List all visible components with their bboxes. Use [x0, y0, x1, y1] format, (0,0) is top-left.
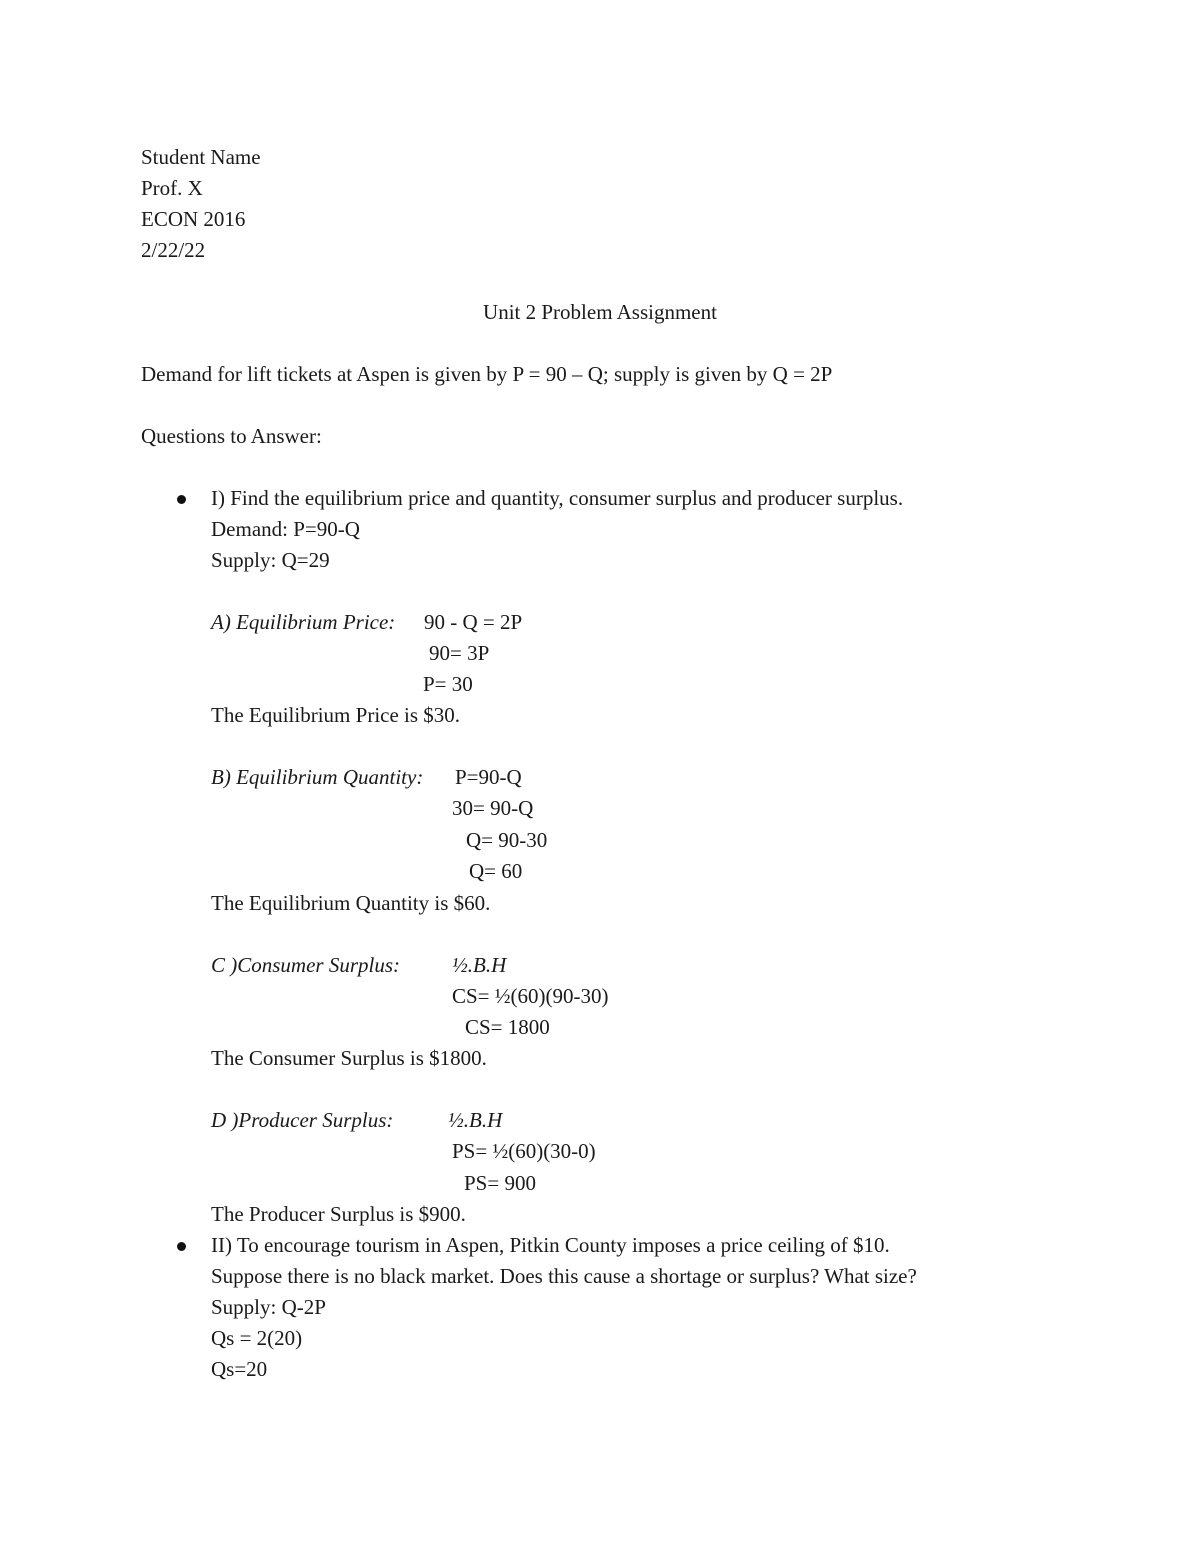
questions-heading: Questions to Answer:	[141, 424, 322, 448]
b-eq1: P=90-Q	[455, 765, 522, 789]
b-eq4: Q= 60	[469, 859, 523, 883]
a-result: The Equilibrium Price is $30.	[211, 703, 461, 727]
q2-qs1: Qs = 2(20)	[211, 1326, 303, 1350]
c-eq2: CS= 1800	[465, 1015, 550, 1039]
d-eq2: PS= 900	[464, 1171, 536, 1195]
q2-supply: Supply: Q-2P	[211, 1295, 326, 1319]
a-label: A) Equilibrium Price:	[211, 610, 396, 634]
d-formula: ½.B.H	[448, 1108, 503, 1132]
bullet-icon	[177, 1242, 186, 1251]
q2-qs2: Qs=20	[211, 1357, 268, 1381]
course-code: ECON 2016	[141, 207, 246, 231]
date: 2/22/22	[141, 238, 206, 262]
q1-prompt: I) Find the equilibrium price and quantity, consumer surplus and producer surplus.	[211, 486, 904, 510]
student-name: Student Name	[141, 145, 261, 169]
q1-demand: Demand: P=90-Q	[211, 517, 360, 541]
c-label: C )Consumer Surplus:	[211, 953, 401, 977]
d-eq1: PS= ½(60)(30-0)	[452, 1139, 596, 1163]
professor-name: Prof. X	[141, 176, 203, 200]
c-eq1: CS= ½(60)(90-30)	[452, 984, 609, 1008]
a-eq1: 90 - Q = 2P	[424, 610, 523, 634]
d-label: D )Producer Surplus:	[211, 1108, 394, 1132]
q2-prompt-line2: Suppose there is no black market. Does this cause a shortage or surplus? What size?	[211, 1264, 917, 1288]
q2-prompt-line1: II) To encourage tourism in Aspen, Pitkin County imposes a price ceiling of $10.	[211, 1233, 890, 1257]
b-eq2: 30= 90-Q	[452, 796, 534, 820]
bullet-icon	[177, 495, 186, 504]
d-result: The Producer Surplus is $900.	[211, 1202, 466, 1226]
intro-text: Demand for lift tickets at Aspen is given by P = 90 – Q; supply is given by Q = 2P	[141, 362, 833, 386]
b-result: The Equilibrium Quantity is $60.	[211, 891, 491, 915]
a-eq2: 90= 3P	[429, 641, 490, 665]
q1-supply: Supply: Q=29	[211, 548, 330, 572]
b-eq3: Q= 90-30	[466, 828, 548, 852]
c-formula: ½.B.H	[452, 953, 507, 977]
b-label: B) Equilibrium Quantity:	[211, 765, 424, 789]
c-result: The Consumer Surplus is $1800.	[211, 1046, 487, 1070]
a-eq3: P= 30	[423, 672, 473, 696]
page-title: Unit 2 Problem Assignment	[483, 300, 717, 324]
